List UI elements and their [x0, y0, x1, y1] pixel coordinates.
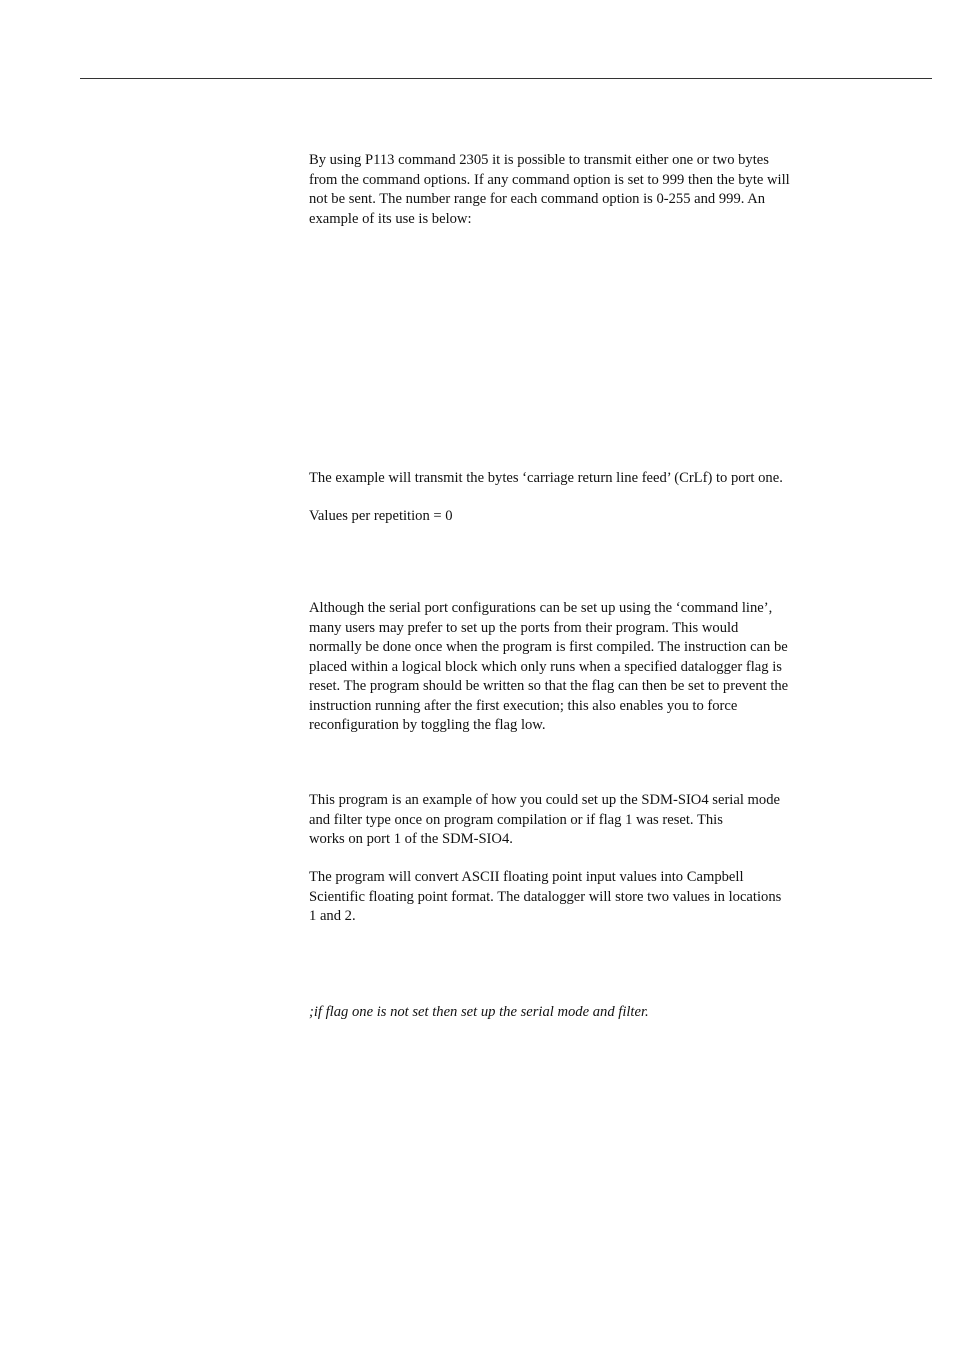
text-line: reset. The program should be written so that the flag can then be set to prevent the	[309, 678, 789, 694]
text-line: The example will transmit the bytes ‘carriage return line feed’ (CrLf) to port one.	[309, 470, 783, 486]
text-line: ;if flag one is not set then set up the serial mode and filter.	[309, 1004, 649, 1020]
text-line: Scientific floating point format. The datalogger will store two values in locations	[309, 888, 782, 905]
text-line: The program will convert ASCII floating point input values into Campbell	[309, 869, 744, 885]
text-line: normally be done once when the program is first compiled. The instruction can be	[309, 639, 788, 655]
text-line: Values per repetition = 0	[309, 508, 453, 524]
flag-comment-line	[309, 1003, 849, 1023]
text-line: placed within a logical block which only runs when a specified datalogger flag is	[309, 658, 782, 675]
text-line: many users may prefer to set up the ports from their program. This would	[309, 619, 739, 636]
p113-intro-paragraph	[309, 151, 849, 229]
text-line: reconfiguration by toggling the flag low.	[309, 717, 546, 733]
text-line: This program is an example of how you could set up the SDM-SIO4 serial mode	[309, 792, 780, 808]
text-line: from the command options. If any command option is set to 999 then the byte will	[309, 171, 790, 188]
ascii-convert-paragraph	[309, 868, 849, 927]
serial-config-paragraph	[309, 599, 849, 736]
text-line: works on port 1 of the SDM-SIO4.	[309, 831, 513, 847]
text-line: By using P113 command 2305 it is possible to transmit either one or two bytes	[309, 152, 769, 168]
crlf-example-paragraph	[309, 469, 849, 489]
text-line: Although the serial port configurations can be set up using the ‘command line’,	[309, 600, 773, 616]
values-per-repetition-paragraph	[309, 507, 849, 527]
text-line: instruction running after the first execution; this also enables you to force	[309, 697, 738, 714]
text-line: example of its use is below:	[309, 210, 472, 227]
text-line: and filter type once on program compilation or if flag 1 was reset. This	[309, 811, 723, 828]
text-line: not be sent. The number range for each command option is 0-255 and 999. An	[309, 191, 766, 207]
text-line: 1 and 2.	[309, 908, 356, 924]
header-rule	[80, 78, 932, 79]
program-example-paragraph	[309, 791, 849, 850]
